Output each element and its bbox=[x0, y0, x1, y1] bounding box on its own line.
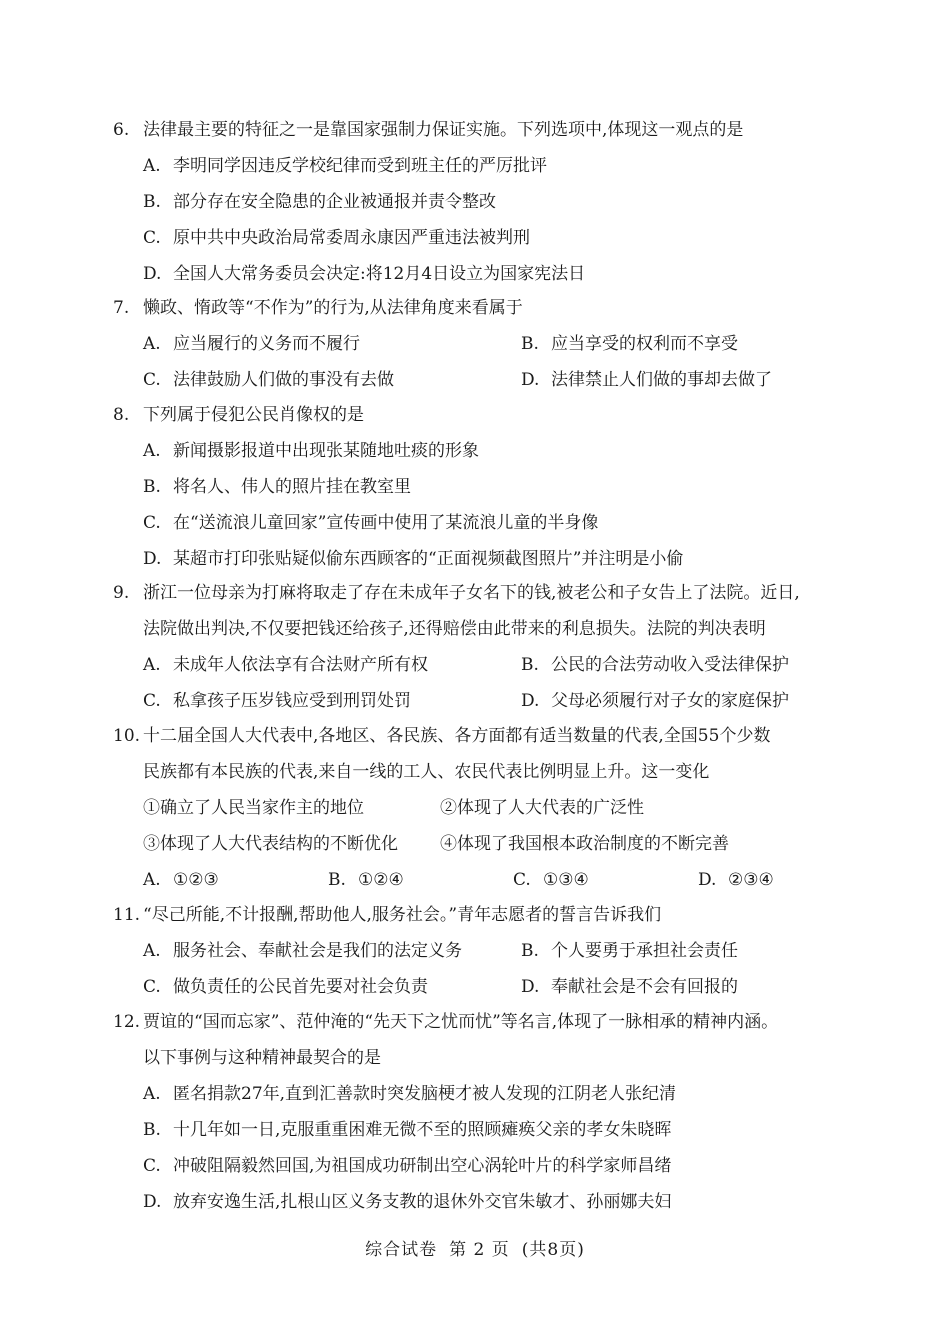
option-label: A. bbox=[143, 334, 161, 354]
option-c bbox=[143, 969, 521, 1005]
page-footer bbox=[0, 1235, 950, 1260]
question-number: 11. bbox=[113, 905, 141, 925]
footer-page-number: 第 2 页 bbox=[449, 1240, 510, 1260]
option-label: B. bbox=[521, 941, 539, 961]
option-label: A. bbox=[143, 870, 161, 890]
question-10 bbox=[113, 718, 853, 898]
option-c bbox=[513, 862, 698, 898]
question-stem: “尽己所能,不计报酬,帮助他人,服务社会。”青年志愿者的誓言告诉我们 bbox=[143, 905, 662, 925]
option-text: 某超市打印张贴疑似偷东西顾客的“正面视频截图照片”并注明是小偷 bbox=[173, 549, 684, 569]
option-text: 在“送流浪儿童回家”宣传画中使用了某流浪儿童的半身像 bbox=[173, 513, 599, 533]
question-stem: 十二届全国人大代表中,各地区、各民族、各方面都有适当数量的代表,全国55个少数 bbox=[143, 726, 771, 746]
question-stem-continued: 以下事例与这种精神最契合的是 bbox=[143, 1048, 381, 1068]
question-number: 6. bbox=[113, 120, 130, 140]
option-label: D. bbox=[521, 691, 540, 711]
option-text: ②③④ bbox=[728, 870, 774, 890]
question-stem: 懒政、惰政等“不作为”的行为,从法律角度来看属于 bbox=[143, 298, 523, 318]
option-text: 原中共中央政治局常委周永康因严重违法被判刑 bbox=[173, 228, 530, 248]
option-text: 奉献社会是不会有回报的 bbox=[551, 977, 738, 997]
statement-4: ④体现了我国根本政治制度的不断完善 bbox=[440, 834, 729, 854]
question-stem: 浙江一位母亲为打麻将取走了存在未成年子女名下的钱,被老公和子女告上了法院。近日, bbox=[143, 583, 800, 603]
option-b bbox=[113, 184, 853, 220]
option-text: 公民的合法劳动收入受法律保护 bbox=[551, 655, 789, 675]
option-label: A. bbox=[143, 941, 161, 961]
option-d bbox=[521, 362, 899, 398]
option-label: C. bbox=[513, 870, 531, 890]
question-12 bbox=[113, 1004, 853, 1220]
option-text: ①②④ bbox=[358, 870, 404, 890]
option-label: D. bbox=[698, 870, 717, 890]
option-d bbox=[521, 969, 899, 1005]
option-text: 私拿孩子压岁钱应受到刑罚处罚 bbox=[173, 691, 411, 711]
option-text: 个人要勇于承担社会责任 bbox=[551, 941, 738, 961]
option-label: C. bbox=[143, 370, 161, 390]
option-text: 法律鼓励人们做的事没有去做 bbox=[173, 370, 394, 390]
option-label: D. bbox=[521, 370, 540, 390]
option-label: A. bbox=[143, 156, 161, 176]
question-stem: 下列属于侵犯公民肖像权的是 bbox=[143, 405, 364, 425]
question-number: 8. bbox=[113, 405, 130, 425]
question-8 bbox=[113, 397, 853, 577]
option-text: 匿名捐款27年,直到汇善款时突发脑梗才被人发现的江阴老人张纪清 bbox=[173, 1084, 677, 1104]
option-label: B. bbox=[143, 477, 161, 497]
option-label: A. bbox=[143, 655, 161, 675]
option-text: ①②③ bbox=[173, 870, 219, 890]
option-text: ①③④ bbox=[543, 870, 589, 890]
option-b bbox=[113, 1112, 853, 1148]
question-stem: 法律最主要的特征之一是靠国家强制力保证实施。下列选项中,体现这一观点的是 bbox=[143, 120, 744, 140]
option-d bbox=[698, 862, 883, 898]
option-label: D. bbox=[143, 1192, 162, 1212]
option-text: 做负责任的公民首先要对社会负责 bbox=[173, 977, 428, 997]
option-label: C. bbox=[143, 1156, 161, 1176]
option-d bbox=[521, 683, 899, 719]
option-b bbox=[328, 862, 513, 898]
question-number: 7. bbox=[113, 298, 130, 318]
option-text: 服务社会、奉献社会是我们的法定义务 bbox=[173, 941, 462, 961]
option-text: 全国人大常务委员会决定:将12月4日设立为国家宪法日 bbox=[173, 264, 586, 284]
option-label: B. bbox=[143, 1120, 161, 1140]
option-text: 应当履行的义务而不履行 bbox=[173, 334, 360, 354]
option-label: A. bbox=[143, 1084, 161, 1104]
statement-3: ③体现了人大代表结构的不断优化 bbox=[143, 834, 398, 854]
option-label: D. bbox=[143, 264, 162, 284]
option-label: B. bbox=[328, 870, 346, 890]
option-a bbox=[113, 148, 853, 184]
question-stem-continued: 民族都有本民族的代表,来自一线的工人、农民代表比例明显上升。这一变化 bbox=[143, 762, 710, 782]
option-text: 法律禁止人们做的事却去做了 bbox=[551, 370, 772, 390]
question-number: 9. bbox=[113, 583, 130, 603]
statement-2: ②体现了人大代表的广泛性 bbox=[440, 798, 644, 818]
question-9 bbox=[113, 575, 853, 719]
option-label: C. bbox=[143, 691, 161, 711]
option-d bbox=[113, 1184, 853, 1220]
option-label: D. bbox=[143, 549, 162, 569]
option-label: A. bbox=[143, 441, 161, 461]
option-text: 父母必须履行对子女的家庭保护 bbox=[551, 691, 789, 711]
option-a bbox=[143, 933, 521, 969]
option-a bbox=[113, 433, 853, 469]
option-label: C. bbox=[143, 513, 161, 533]
option-text: 部分存在安全隐患的企业被通报并责令整改 bbox=[173, 192, 496, 212]
option-label: D. bbox=[521, 977, 540, 997]
option-a bbox=[113, 1076, 853, 1112]
option-b bbox=[521, 647, 899, 683]
option-text: 放弃安逸生活,扎根山区义务支教的退休外交官朱敏才、孙丽娜夫妇 bbox=[173, 1192, 672, 1212]
option-b bbox=[521, 326, 899, 362]
footer-title: 综合试卷 bbox=[365, 1240, 438, 1260]
question-7 bbox=[113, 290, 853, 398]
question-number: 12. bbox=[113, 1012, 141, 1032]
option-text: 未成年人依法享有合法财产所有权 bbox=[173, 655, 428, 675]
option-text: 将名人、伟人的照片挂在教室里 bbox=[173, 477, 411, 497]
option-text: 冲破阻隔毅然回国,为祖国成功研制出空心涡轮叶片的科学家师昌绪 bbox=[173, 1156, 672, 1176]
option-label: B. bbox=[521, 334, 539, 354]
option-c bbox=[113, 505, 853, 541]
option-b bbox=[521, 933, 899, 969]
footer-total-pages: (共8页) bbox=[521, 1240, 585, 1260]
option-b bbox=[113, 469, 853, 505]
statement-1: ①确立了人民当家作主的地位 bbox=[143, 798, 364, 818]
option-label: C. bbox=[143, 228, 161, 248]
option-text: 新闻摄影报道中出现张某随地吐痰的形象 bbox=[173, 441, 479, 461]
option-label: B. bbox=[521, 655, 539, 675]
option-text: 十几年如一日,克服重重困难无微不至的照顾瘫痪父亲的孝女朱晓晖 bbox=[173, 1120, 672, 1140]
option-c bbox=[113, 1148, 853, 1184]
question-6 bbox=[113, 112, 853, 292]
option-text: 李明同学因违反学校纪律而受到班主任的严厉批评 bbox=[173, 156, 547, 176]
option-label: B. bbox=[143, 192, 161, 212]
option-text: 应当享受的权利而不享受 bbox=[551, 334, 738, 354]
option-c bbox=[113, 220, 853, 256]
question-11 bbox=[113, 897, 853, 1005]
option-a bbox=[143, 326, 521, 362]
option-d bbox=[113, 256, 853, 292]
option-label: C. bbox=[143, 977, 161, 997]
option-a bbox=[143, 862, 328, 898]
option-c bbox=[143, 683, 521, 719]
option-a bbox=[143, 647, 521, 683]
question-number: 10. bbox=[113, 726, 141, 746]
question-stem: 贾谊的“国而忘家”、范仲淹的“先天下之忧而忧”等名言,体现了一脉相承的精神内涵。 bbox=[143, 1012, 779, 1032]
question-stem-continued: 法院做出判决,不仅要把钱还给孩子,还得赔偿由此带来的利息损失。法院的判决表明 bbox=[143, 619, 766, 639]
option-c bbox=[143, 362, 521, 398]
option-d bbox=[113, 541, 853, 577]
